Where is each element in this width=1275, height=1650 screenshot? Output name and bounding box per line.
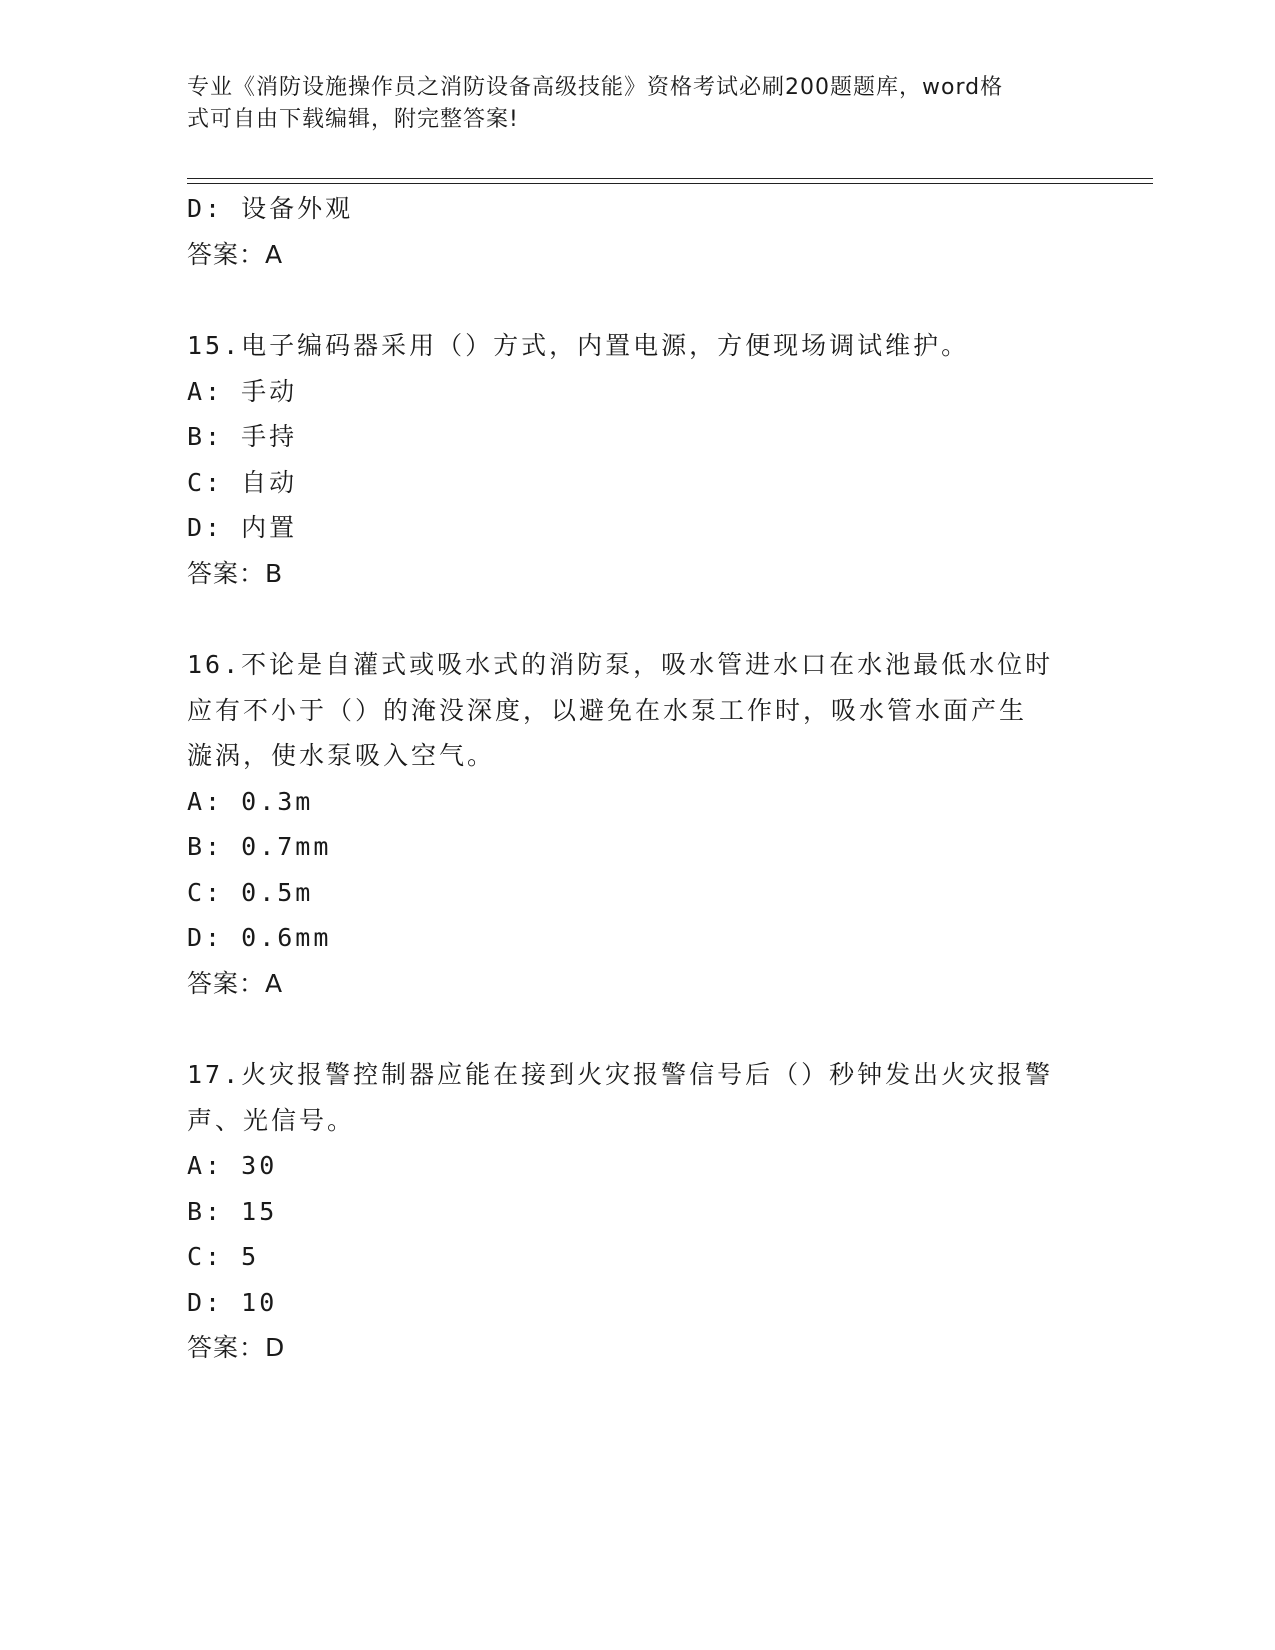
option-b: B: 15 bbox=[187, 1196, 278, 1226]
option-c: C: 0.5m bbox=[187, 877, 314, 907]
answer: 答案：A bbox=[187, 968, 284, 998]
option-a: A: 0.3m bbox=[187, 786, 314, 816]
question-16 bbox=[187, 642, 1087, 1006]
option-c: C: 5 bbox=[187, 1242, 260, 1271]
option-d: D: 内置 bbox=[187, 513, 298, 542]
option-a: A: 手动 bbox=[187, 376, 298, 406]
question-stem-line-1: 17.火灾报警控制器应能在接到火灾报警信号后（）秒钟发出火灾报警 bbox=[187, 1060, 1054, 1089]
header-line-1: 专业《消防设施操作员之消防设备高级技能》资格考试必刷200题题库，word格 bbox=[187, 75, 1004, 100]
option-c: C: 自动 bbox=[187, 467, 298, 497]
prev-option-d: D: 设备外观 bbox=[187, 194, 354, 223]
document-header bbox=[187, 72, 1067, 136]
question-stem-line-2: 声、光信号。 bbox=[187, 1105, 356, 1135]
option-d: D: 0.6mm bbox=[187, 923, 332, 952]
question-stem-line-2: 应有不小于（）的淹没深度，以避免在水泵工作时，吸水管水面产生 bbox=[187, 695, 1028, 725]
prev-answer: 答案：A bbox=[187, 239, 284, 269]
question-17 bbox=[187, 1052, 1087, 1371]
spacer bbox=[187, 1006, 1087, 1052]
question-15 bbox=[187, 323, 1087, 596]
question-stem: 15.电子编码器采用（）方式，内置电源，方便现场调试维护。 bbox=[187, 331, 970, 360]
spacer bbox=[187, 596, 1087, 642]
question-list bbox=[187, 186, 1087, 1371]
header-divider-bottom bbox=[187, 183, 1153, 184]
answer: 答案：D bbox=[187, 1333, 286, 1362]
answer: 答案：B bbox=[187, 558, 284, 588]
option-a: A: 30 bbox=[187, 1151, 278, 1180]
header-divider-top bbox=[187, 178, 1153, 179]
spacer bbox=[187, 277, 1087, 323]
option-d: D: 10 bbox=[187, 1287, 278, 1317]
question-stem-line-1: 16.不论是自灌式或吸水式的消防泵，吸水管进水口在水池最低水位时 bbox=[187, 650, 1054, 679]
header-line-2: 式可自由下载编辑，附完整答案! bbox=[187, 107, 519, 132]
option-b: B: 手持 bbox=[187, 422, 298, 451]
option-b: B: 0.7mm bbox=[187, 832, 332, 861]
question-stem-line-3: 漩涡，使水泵吸入空气。 bbox=[187, 741, 496, 770]
